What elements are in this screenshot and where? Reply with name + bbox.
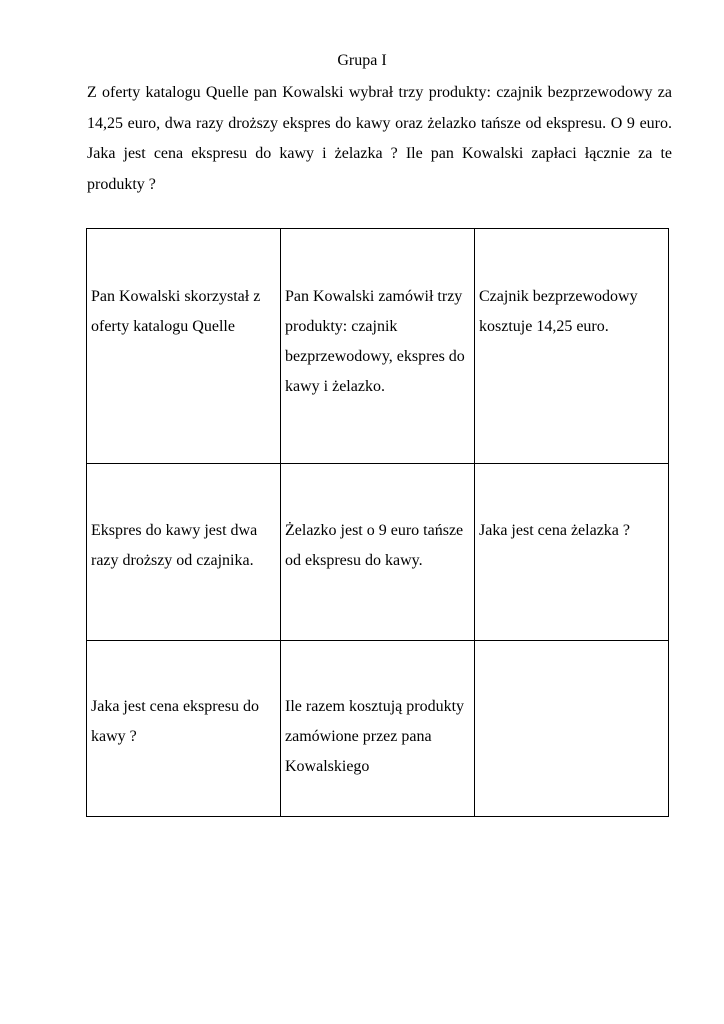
table-cell [281, 641, 475, 817]
page-title: Grupa I [337, 52, 387, 69]
table-cell [475, 641, 669, 817]
cell-text: Czajnik bezprzewodowy kosztuje 14,25 euro. [479, 288, 638, 335]
table-row [87, 641, 669, 817]
table-cell [87, 229, 281, 464]
table-row [87, 464, 669, 641]
table-cell [87, 641, 281, 817]
cell-text: Jaka jest cena ekspresu do kawy ? [91, 698, 259, 745]
cell-text: Pan Kowalski zamówił trzy produkty: czajnik bezprzewodowy, ekspres do kawy i żelazko. [285, 288, 465, 395]
table-cell [281, 464, 475, 641]
cell-text: Pan Kowalski skorzystał z oferty katalogu Quelle [91, 288, 261, 335]
table-cell [87, 464, 281, 641]
cell-text [475, 641, 668, 692]
cell-text: Żelazko jest o 9 euro tańsze od ekspresu do kawy. [285, 522, 464, 569]
table-cell [475, 229, 669, 464]
cell-text: Ile razem kosztują produkty zamówione przez pana Kowalskiego [285, 698, 465, 775]
table-row [87, 229, 669, 464]
table-cell [281, 229, 475, 464]
cell-text: Ekspres do kawy jest dwa razy droższy od czajnika. [91, 522, 258, 569]
problem-text: Z oferty katalogu Quelle pan Kowalski wybrał trzy produkty: czajnik bezprzewodowy za 14,25 euro, dwa razy droższy ekspres do kawy oraz żelazko tańsze od ekspresu. O 9 euro. Jaka jest cena ekspresu do kawy i żelazka ? Ile pan Kowalski zapłaci łącznie za te produkty ? [87, 84, 672, 193]
cards-table [86, 228, 669, 817]
table-cell [475, 464, 669, 641]
cell-text: Jaka jest cena żelazka ? [479, 522, 631, 539]
